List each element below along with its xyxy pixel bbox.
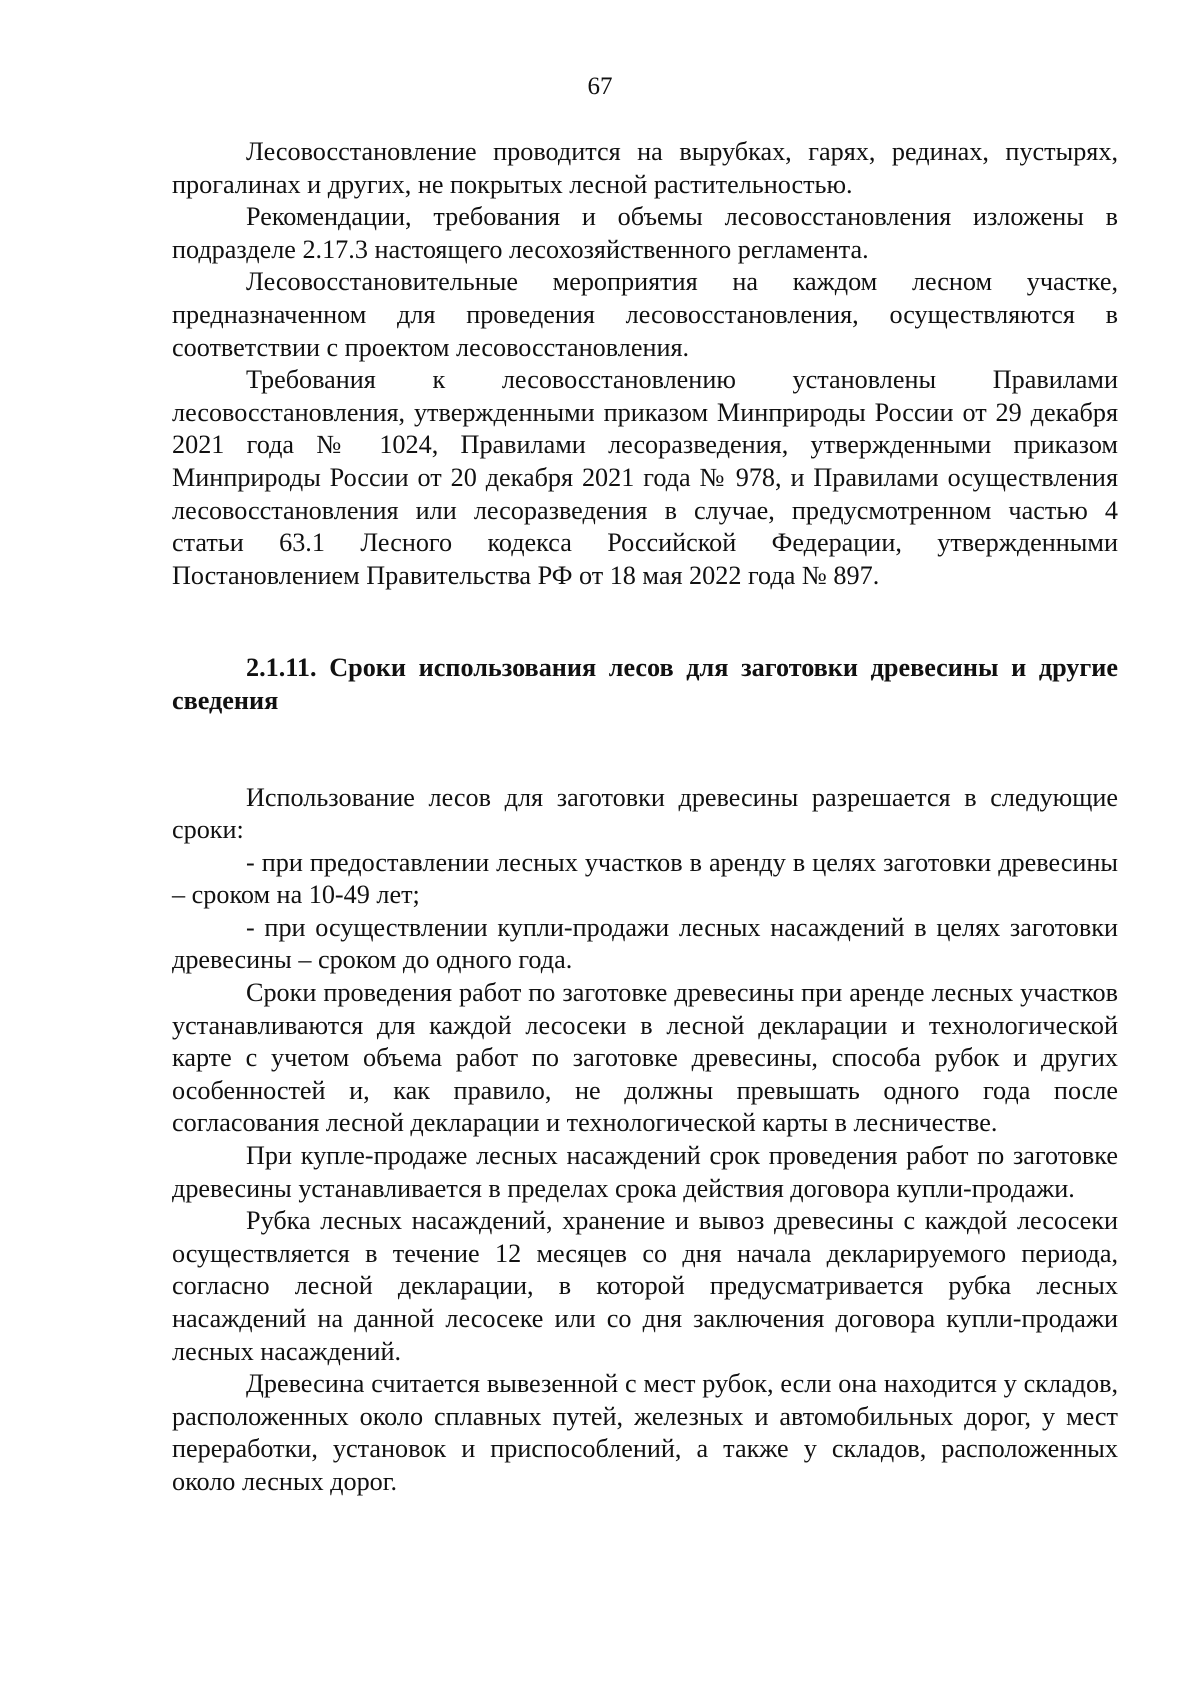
paragraph: Лесовосстановление проводится на вырубках, гарях, рединах, пустырях, прогалинах и других, не покрытых лесной растительностью. — [172, 137, 1118, 199]
paragraph: Древесина считается вывезенной с мест рубок, если она находится у складов, расположенных около сплавных путей, железных и автомобильных дорог, у мест переработки, установок и приспособлений, а также у складов, расположенных около лесных дорог. — [172, 1369, 1118, 1496]
section-heading: 2.1.11. Сроки использования лесов для заготовки древесины и другие сведения — [172, 653, 1118, 715]
list-item: - при осуществлении купли-продажи лесных насаждений в целях заготовки древесины – сроком до одного года. — [172, 912, 1118, 975]
page-content — [172, 136, 1118, 1499]
paragraph: Лесовосстановительные мероприятия на каждом лесном участке, предназначенном для проведения лесовосстановления, осуществляются в соответствии с проектом лесовосстановления. — [172, 267, 1118, 362]
paragraph: Сроки проведения работ по заготовке древесины при аренде лесных участков устанавливаются для каждой лесосеки в лесной декларации и технологической карте с учетом объема работ по заготовке древесины, способа рубок и других особенностей и, как правило, не должны превышать одного года после согласования лесной декларации и технологической карты в лесничестве. — [172, 978, 1118, 1138]
list-item: - при предоставлении лесных участков в аренду в целях заготовки древесины – сроком на 10-49 лет; — [172, 847, 1118, 910]
paragraph: Рекомендации, требования и объемы лесовосстановления изложены в подразделе 2.17.3 настоящего лесохозяйственного регламента. — [172, 202, 1118, 264]
page-number: 67 — [587, 73, 613, 100]
paragraph: При купле-продаже лесных насаждений срок проведения работ по заготовке древесины устанавливается в пределах срока действия договора купли-продажи. — [172, 1141, 1118, 1203]
paragraph: Рубка лесных насаждений, хранение и вывоз древесины с каждой лесосеки осуществляется в течение 12 месяцев со дня начала декларируемого периода, согласно лесной декларации, в которой предусматривается рубка лесных насаждений на данной лесосеке или со дня заключения договора купли-продажи лесных насаждений. — [172, 1206, 1118, 1366]
paragraph: Использование лесов для заготовки древесины разрешается в следующие сроки: — [172, 782, 1118, 845]
paragraph: Требования к лесовосстановлению установлены Правилами лесовосстановления, утвержденными приказом Минприроды России от 29 декабря 2021 года № 1024, Правилами лесоразведения, утвержденными приказом Минприроды России от 20 декабря 2021 года № 978, и Правилами осуществления лесовосстановления или лесоразведения в случае, предусмотренном частью 4 статьи 63.1 Лесного кодекса Российской Федерации, утвержденными Постановлением Правительства РФ от 18 мая 2022 года № 897. — [172, 365, 1118, 590]
